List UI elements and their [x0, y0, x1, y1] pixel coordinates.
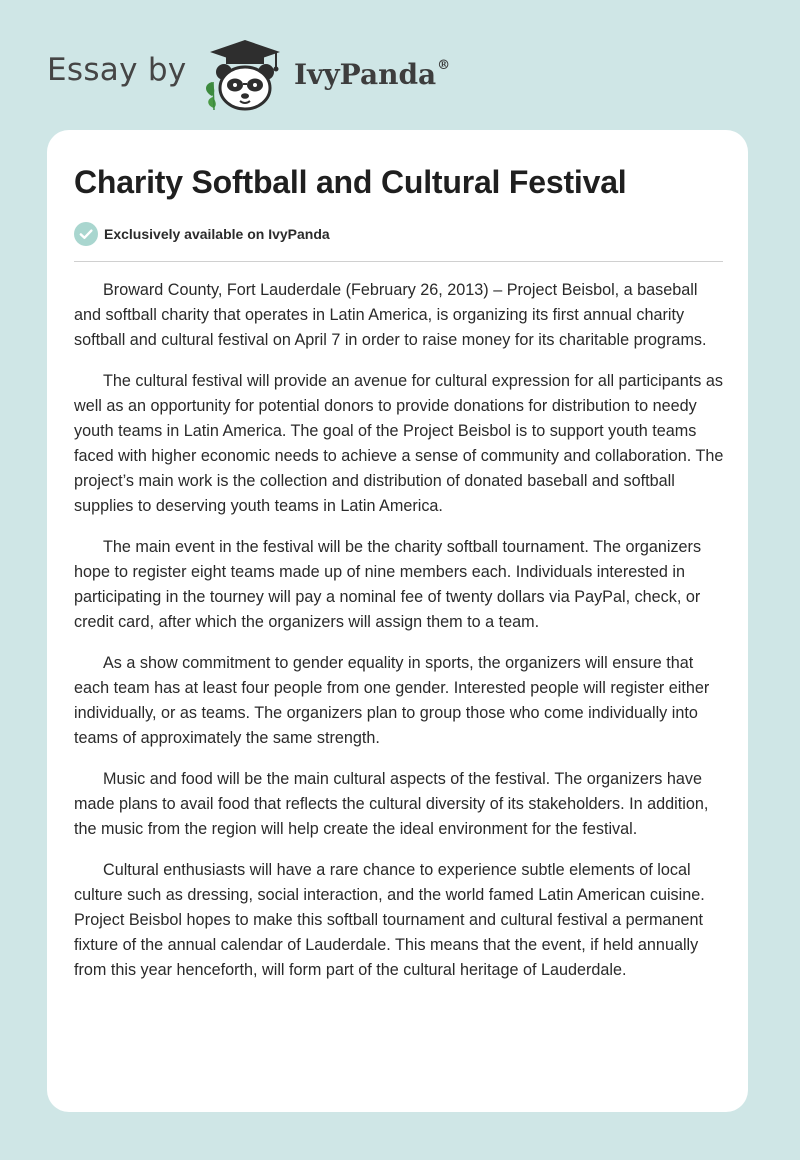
exclusive-badge — [74, 222, 330, 246]
registered-mark: ® — [437, 57, 451, 73]
paragraph-2: The cultural festival will provide an avenue for cultural expression for all participants as well as an opportunity for potential donors to provide donations for distribution to needy youth teams in Latin America. The goal of the Project Beisbol is to support youth teams faced with higher economic needs to achieve a sense of community and collaboration. The project’s main work is the collection and distribution of donated baseball and softball supplies to deserving youth teams in Latin America. — [74, 372, 724, 515]
divider — [74, 261, 723, 262]
paragraph-5: Music and food will be the main cultural aspects of the festival. The organizers have made plans to avail food that reflects the cultural diversity of its stakeholders. In addition, the music from the region will help create the ideal environment for the festival. — [74, 770, 709, 838]
page-title: Charity Softball and Cultural Festival — [74, 164, 627, 200]
essay-by-label: Essay by — [47, 52, 187, 88]
paragraph-1: Broward County, Fort Lauderdale (February 26, 2013) – Project Beisbol, a baseball and softball charity that operates in Latin America, is organizing its first annual charity softball and cultural festival on April 7 in order to raise money for its charitable programs. — [74, 281, 707, 349]
essay-body — [74, 278, 726, 999]
site-header — [47, 30, 507, 114]
essay-card — [47, 130, 748, 1112]
panda-graduate-icon[interactable] — [202, 36, 288, 112]
paragraph-4: As a show commitment to gender equality in sports, the organizers will ensure that each team has at least four people from one gender. Interested people will register either individually, or as teams. The organizers plan to group those who come individually into teams of approximately the same strength. — [74, 654, 710, 747]
paragraph-3: The main event in the festival will be the charity softball tournament. The organizers hope to register eight teams made up of nine members each. Individuals interested in participating in the tourney will pay a nominal fee of twenty dollars via PayPal, check, or credit card, after which the organizers will assign them to a team. — [74, 538, 702, 631]
paragraph-6: Cultural enthusiasts will have a rare chance to experience subtle elements of local culture such as dressing, social interaction, and the world famed Latin American cuisine. Project Beisbol hopes to make this softball tournament and cultural festival a permanent fixture of the annual calendar of Lauderdale. This means that the event, if held annually from this year henceforth, will form part of the cultural heritage of Lauderdale. — [74, 861, 705, 979]
brand-name[interactable]: IvyPanda® — [294, 57, 451, 91]
check-circle-icon — [74, 222, 98, 246]
exclusive-label: Exclusively available on IvyPanda — [104, 226, 330, 242]
